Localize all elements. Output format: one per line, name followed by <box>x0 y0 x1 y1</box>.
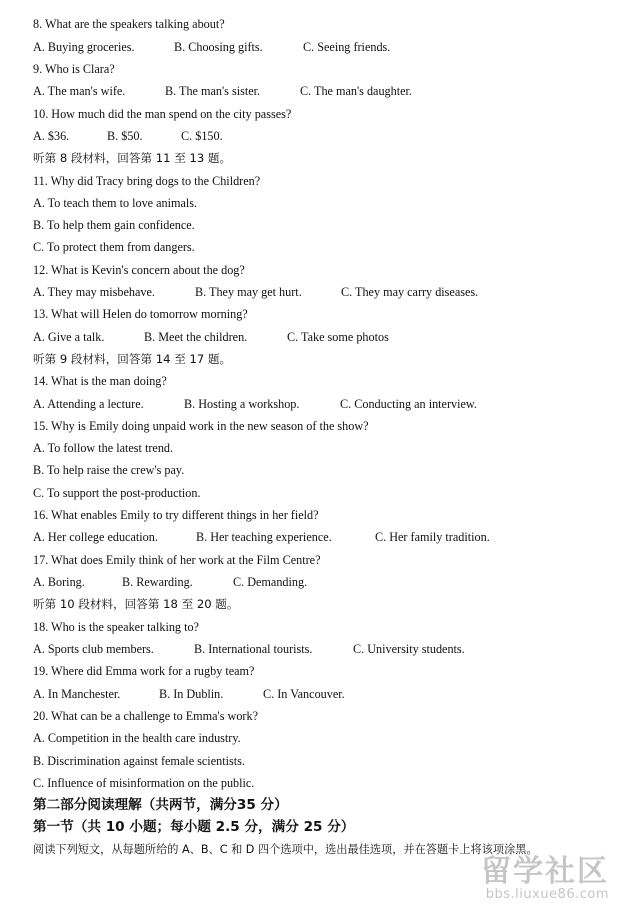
option-a: A. The man's wife. <box>33 84 126 98</box>
option-20-c: C. Influence of misinformation on the public. <box>33 776 255 790</box>
option-11-a: A. To teach them to love animals. <box>33 196 198 210</box>
option-c: C. $150. <box>181 129 223 143</box>
option-c: C. Conducting an interview. <box>340 397 477 411</box>
option-a: A. They may misbehave. <box>33 285 155 299</box>
option-a: A. Give a talk. <box>33 330 105 344</box>
question-16: 16. What enables Emily to try different things in her field? <box>33 508 319 522</box>
option-c: C. In Vancouver. <box>263 687 345 701</box>
option-20-b: B. Discrimination against female scientists. <box>33 754 245 768</box>
option-b: B. Hosting a workshop. <box>184 397 300 411</box>
section1-title: 第一节（共 10 小题；每小题 2.5 分，满分 25 分） <box>33 819 355 835</box>
watermark-url: bbs.liuxue86.com <box>485 887 609 902</box>
question-11: 11. Why did Tracy bring dogs to the Children? <box>33 174 261 188</box>
options-9 <box>33 83 412 99</box>
question-9: 9. Who is Clara? <box>33 62 115 76</box>
option-b: B. $50. <box>107 129 143 143</box>
question-10: 10. How much did the man spend on the city passes? <box>33 107 292 121</box>
option-a: A. Attending a lecture. <box>33 397 144 411</box>
options-14 <box>33 396 477 412</box>
option-15-c: C. To support the post-production. <box>33 486 201 500</box>
watermark-logo: 留学社区 <box>481 854 609 889</box>
option-b: B. Her teaching experience. <box>196 530 332 544</box>
options-8 <box>33 39 390 55</box>
option-b: B. In Dublin. <box>159 687 224 701</box>
options-12 <box>33 284 478 300</box>
option-20-a: A. Competition in the health care industry. <box>33 731 241 745</box>
option-b: B. Rewarding. <box>122 575 193 589</box>
option-11-b: B. To help them gain confidence. <box>33 218 195 232</box>
option-a: A. Buying groceries. <box>33 40 135 54</box>
question-14: 14. What is the man doing? <box>33 374 167 388</box>
option-15-a: A. To follow the latest trend. <box>33 441 174 455</box>
option-b: B. Choosing gifts. <box>174 40 263 54</box>
question-20: 20. What can be a challenge to Emma's work? <box>33 709 258 723</box>
question-12: 12. What is Kevin's concern about the dog? <box>33 263 245 277</box>
section-header-9: 听第 9 段材料，回答第 14 至 17 题。 <box>33 352 232 366</box>
question-19: 19. Where did Emma work for a rugby team? <box>33 664 255 678</box>
options-18 <box>33 641 465 657</box>
option-15-b: B. To help raise the crew's pay. <box>33 463 185 477</box>
option-c: C. The man's daughter. <box>300 84 412 98</box>
section-header-8: 听第 8 段材料，回答第 11 至 13 题。 <box>33 151 232 165</box>
options-19 <box>33 686 345 702</box>
option-a: A. Her college education. <box>33 530 158 544</box>
part2-title: 第二部分阅读理解（共两节，满分35 分） <box>33 797 288 813</box>
option-c: C. Take some photos <box>287 330 389 344</box>
section-header-10: 听第 10 段材料，回答第 18 至 20 题。 <box>33 597 239 611</box>
reading-instructions: 阅读下列短文，从每题所给的 A、B、C 和 D 四个选项中，选出最佳选项，并在答题卡上将该项涂黑。 <box>33 843 538 856</box>
option-b: B. The man's sister. <box>165 84 261 98</box>
watermark <box>481 856 609 902</box>
option-c: C. They may carry diseases. <box>341 285 479 299</box>
option-11-c: C. To protect them from dangers. <box>33 240 195 254</box>
option-a: A. Sports club members. <box>33 642 154 656</box>
option-c: C. Seeing friends. <box>303 40 391 54</box>
option-b: B. Meet the children. <box>144 330 248 344</box>
option-b: B. International tourists. <box>194 642 313 656</box>
question-8: 8. What are the speakers talking about? <box>33 17 225 31</box>
question-17: 17. What does Emily think of her work at the Film Centre? <box>33 553 321 567</box>
options-17 <box>33 574 307 590</box>
question-13: 13. What will Helen do tomorrow morning? <box>33 307 248 321</box>
options-13 <box>33 329 389 345</box>
question-18: 18. Who is the speaker talking to? <box>33 620 199 634</box>
question-15: 15. Why is Emily doing unpaid work in the new season of the show? <box>33 419 369 433</box>
option-c: C. Demanding. <box>233 575 308 589</box>
option-c: C. University students. <box>353 642 465 656</box>
option-a: A. Boring. <box>33 575 85 589</box>
option-b: B. They may get hurt. <box>195 285 302 299</box>
option-c: C. Her family tradition. <box>375 530 490 544</box>
options-16 <box>33 529 490 545</box>
option-a: A. $36. <box>33 129 70 143</box>
options-10 <box>33 128 223 144</box>
option-a: A. In Manchester. <box>33 687 121 701</box>
